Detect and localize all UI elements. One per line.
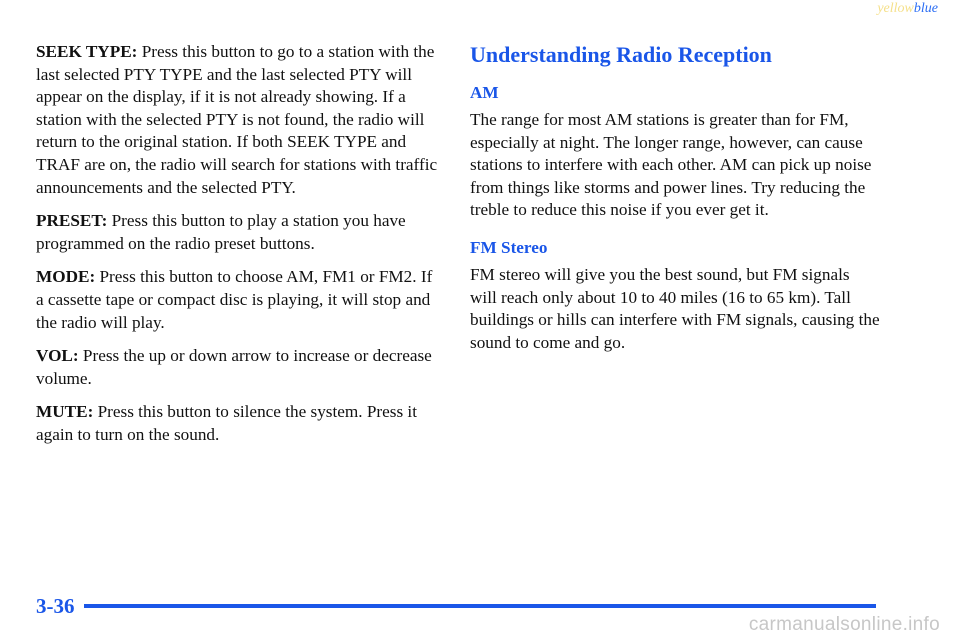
- term-label: MODE:: [36, 267, 96, 287]
- right-column: [470, 41, 880, 365]
- definition-vol: [36, 345, 440, 390]
- term-label: MUTE:: [36, 402, 94, 422]
- color-tag: [877, 1, 938, 17]
- definition-seek-type: [36, 41, 440, 199]
- section-title: Understanding Radio Reception: [470, 42, 772, 67]
- subheading-fm-stereo: FM Stereo: [470, 237, 548, 257]
- color-tag-yellow: yellow: [877, 1, 914, 16]
- definition-text: Press this button to choose AM, FM1 or FM2. If a cassette tape or compact disc is playing, it will stop and the radio will play.: [36, 267, 433, 332]
- subheading-am: AM: [470, 83, 499, 102]
- definition-text: Press this button to play a station you have programmed on the radio preset buttons.: [36, 211, 406, 253]
- term-label: SEEK TYPE:: [36, 42, 138, 61]
- paragraph-fm-stereo: FM stereo will give you the best sound, but FM signals will reach only about 10 to 40 miles (16 to 65 km). Tall buildings or hills can interfere with FM signals, causing the sound to come and go.: [470, 264, 880, 352]
- definition-preset: [36, 210, 440, 255]
- term-label: VOL:: [36, 346, 79, 366]
- footer-rule: [84, 604, 876, 608]
- definition-text: Press this button to go to a station with the last selected PTY TYPE and the last selected PTY will appear on the display, if it is not already showing. If a station with the selected PTY is not found, the radio will return to the original station. If both SEEK TYPE and TRAF are on, the radio will search for stations with traffic announcements and the selected PTY.: [36, 42, 438, 197]
- definition-text: Press this button to silence the system. Press it again to turn on the sound.: [36, 402, 417, 444]
- left-column: [36, 41, 440, 458]
- definition-mode: [36, 266, 440, 334]
- definition-mute: [36, 401, 440, 446]
- paragraph-am: The range for most AM stations is greater than for FM, especially at night. The longer range, however, can cause stations to interfere with each other. AM can pick up noise from things like storms and power lines. Try reducing the treble to reduce this noise if you ever get it.: [470, 110, 872, 220]
- definition-text: Press the up or down arrow to increase or decrease volume.: [36, 346, 432, 388]
- color-tag-blue: blue: [913, 1, 938, 16]
- term-label: PRESET:: [36, 211, 108, 231]
- watermark: carmanualsonline.info: [748, 614, 940, 635]
- page-number: 3-36: [36, 594, 75, 618]
